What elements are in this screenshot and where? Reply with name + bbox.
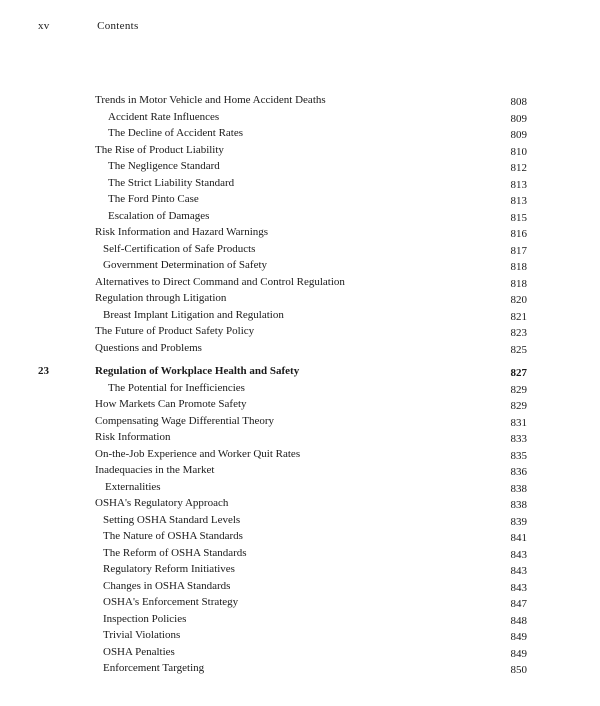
entry-title: Breast Implant Litigation and Regulation (103, 308, 284, 321)
entry-page-number: 843 (510, 548, 527, 561)
page-folio: xv (38, 20, 50, 32)
toc-entry (0, 660, 600, 677)
entry-title: On-the-Job Experience and Worker Quit Rates (95, 447, 301, 460)
entry-title: Externalities (105, 480, 161, 493)
entry-page-number: 835 (510, 449, 527, 462)
toc-entry (0, 323, 600, 340)
toc-entry (0, 396, 600, 413)
entry-page-number: 818 (510, 261, 527, 273)
entry-title: Regulatory Reform Initiatives (103, 563, 235, 575)
entry-title: OSHA Penalties (103, 645, 175, 658)
entry-title: Compensating Wage Differential Theory (95, 414, 275, 427)
entry-page-number: 849 (510, 631, 527, 643)
entry-page-number: 836 (510, 466, 527, 478)
toc-entry (0, 413, 600, 430)
entry-page-number: 812 (510, 162, 527, 174)
entry-page-number: 825 (510, 343, 527, 356)
entry-page-number: 817 (510, 244, 527, 257)
toc-entry (0, 545, 600, 562)
toc-entry (0, 175, 600, 192)
entry-page-number: 838 (510, 482, 527, 495)
entry-page-number: 831 (510, 416, 527, 429)
toc-entry (0, 429, 600, 446)
toc-entry (0, 512, 600, 529)
entry-page-number: 813 (510, 178, 527, 191)
entry-page-number: 815 (510, 211, 527, 224)
entry-page-number: 809 (510, 129, 527, 141)
entry-title: The Negligence Standard (108, 160, 220, 172)
entry-page-number: 843 (510, 581, 527, 594)
entry-page-number: 839 (510, 515, 527, 528)
toc-entry (0, 627, 600, 644)
entry-page-number: 838 (510, 499, 527, 511)
entry-page-number: 810 (510, 145, 527, 158)
entry-title: OSHA's Regulatory Approach (95, 497, 229, 509)
entry-title: The Nature of OSHA Standards (103, 530, 243, 542)
entry-page-number: 820 (510, 294, 527, 306)
entry-page-number: 833 (510, 433, 527, 445)
toc-entry (0, 446, 600, 463)
entry-title: Regulation of Workplace Health and Safety (95, 365, 300, 377)
toc-entry (0, 125, 600, 142)
toc-entry (0, 241, 600, 258)
entry-page-number: 847 (510, 598, 527, 610)
toc-entry (0, 380, 600, 397)
entry-page-number: 818 (510, 277, 527, 290)
chapter-number: 23 (38, 365, 49, 377)
entry-title: Setting OSHA Standard Levels (103, 513, 241, 526)
entry-title: OSHA's Enforcement Strategy (103, 596, 239, 608)
toc-entry (0, 479, 600, 496)
toc-entry (0, 208, 600, 225)
entry-title: The Potential for Inefficiencies (108, 381, 245, 394)
entry-page-number: 848 (510, 614, 527, 627)
running-header (38, 20, 139, 32)
entry-title: Alternatives to Direct Command and Control Regulation (95, 275, 345, 288)
toc-entry (0, 290, 600, 307)
entry-title: Trivial Violations (103, 629, 181, 641)
toc-chapter-entry (0, 363, 600, 380)
entry-title: Accident Rate Influences (108, 110, 220, 123)
entry-title: Trends in Motor Vehicle and Home Accident Deaths (95, 94, 326, 106)
entry-title: The Strict Liability Standard (108, 176, 235, 189)
entry-title: Questions and Problems (95, 341, 202, 354)
entry-title: How Markets Can Promote Safety (95, 398, 247, 410)
entry-page-number: 823 (510, 327, 527, 339)
entry-page-number: 841 (510, 532, 527, 544)
entry-page-number: 821 (510, 310, 527, 323)
entry-title: The Future of Product Safety Policy (95, 325, 255, 337)
entry-title: Inadequacies in the Market (95, 464, 215, 476)
toc-entry (0, 644, 600, 661)
toc-entry (0, 578, 600, 595)
entry-title: Inspection Policies (103, 612, 187, 625)
entry-title: The Decline of Accident Rates (108, 127, 244, 139)
entry-page-number: 809 (510, 112, 527, 125)
entry-title: Risk Information (95, 431, 171, 443)
entry-title: The Ford Pinto Case (108, 193, 199, 205)
entry-title: Regulation through Litigation (95, 292, 227, 304)
toc-entry (0, 274, 600, 291)
toc-entry (0, 340, 600, 357)
entry-page-number: 829 (510, 400, 527, 412)
entry-page-number: 808 (510, 96, 527, 108)
entry-page-number: 850 (510, 664, 527, 676)
toc-entry (0, 109, 600, 126)
toc-entry (0, 257, 600, 274)
entry-page-number: 849 (510, 647, 527, 660)
toc-entry (0, 307, 600, 324)
entry-title: Self-Certification of Safe Products (103, 242, 256, 255)
entry-title: Risk Information and Hazard Warnings (95, 226, 269, 238)
entry-title: The Reform of OSHA Standards (103, 546, 247, 559)
entry-title: Changes in OSHA Standards (103, 579, 231, 592)
toc-entry (0, 142, 600, 159)
toc-entry (0, 191, 600, 208)
toc-entry (0, 594, 600, 611)
entry-page-number: 816 (510, 228, 527, 240)
toc-entry (0, 92, 600, 109)
entry-title: Enforcement Targeting (103, 662, 205, 674)
entry-title: Escalation of Damages (108, 209, 210, 222)
toc-entry (0, 158, 600, 175)
toc-entry (0, 611, 600, 628)
toc-entry (0, 528, 600, 545)
toc-entry (0, 495, 600, 512)
entry-page-number: 829 (510, 383, 527, 396)
entry-page-number: 827 (510, 367, 527, 379)
running-title: Contents (97, 20, 139, 32)
toc-entry (0, 462, 600, 479)
entry-title: Government Determination of Safety (103, 259, 268, 271)
entry-title: The Rise of Product Liability (95, 143, 224, 156)
toc-entry (0, 224, 600, 241)
toc-entry (0, 561, 600, 578)
table-of-contents (0, 92, 600, 677)
entry-page-number: 843 (510, 565, 527, 577)
entry-page-number: 813 (510, 195, 527, 207)
